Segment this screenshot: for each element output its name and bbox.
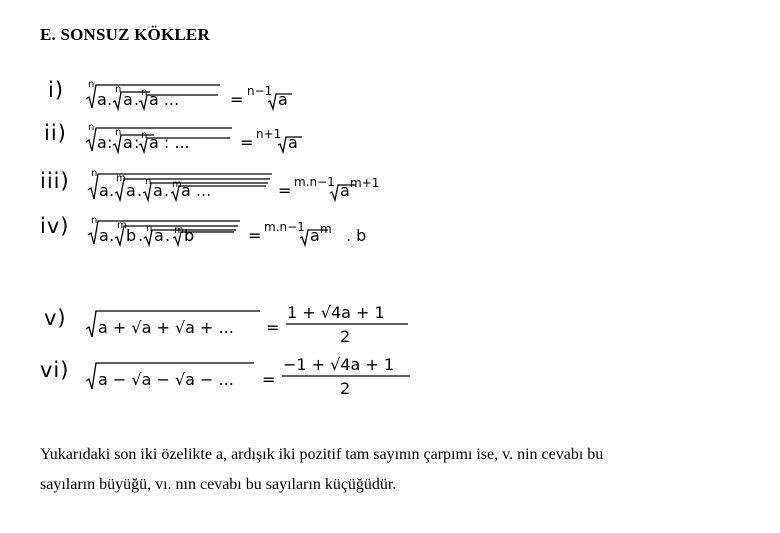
item-label: vi) bbox=[40, 358, 70, 382]
svg-text:n: n bbox=[146, 223, 153, 234]
svg-text:n: n bbox=[91, 168, 98, 179]
svg-text:a ...: a ... bbox=[149, 90, 180, 109]
svg-text:=: = bbox=[248, 226, 262, 245]
item-label: ii) bbox=[44, 121, 67, 145]
svg-text:a: a bbox=[288, 133, 298, 152]
formula-4 bbox=[0, 208, 780, 252]
svg-text:a: a bbox=[123, 90, 133, 109]
svg-text:2: 2 bbox=[340, 379, 351, 398]
svg-text:m+1: m+1 bbox=[350, 176, 380, 190]
formula-1 bbox=[0, 72, 780, 116]
svg-text:n+1: n+1 bbox=[256, 127, 282, 141]
svg-text:.: . bbox=[107, 90, 113, 109]
svg-text:−1 + √4a + 1: −1 + √4a + 1 bbox=[283, 355, 395, 374]
svg-text:a ...: a ... bbox=[181, 181, 212, 200]
svg-text:=: = bbox=[266, 318, 280, 337]
formula-row-4 bbox=[0, 208, 780, 252]
formula-row-5 bbox=[0, 300, 780, 344]
item-label: iv) bbox=[40, 214, 70, 238]
svg-text:=: = bbox=[278, 181, 292, 200]
svg-text:n−1: n−1 bbox=[247, 84, 273, 98]
svg-text:a : ...: a : ... bbox=[149, 133, 190, 152]
item-label: v) bbox=[44, 306, 67, 330]
svg-text:=: = bbox=[240, 133, 254, 152]
svg-text:a: a bbox=[340, 181, 350, 200]
svg-text:a: a bbox=[153, 181, 163, 200]
formula-row-6 bbox=[0, 352, 780, 396]
svg-text:.: . bbox=[164, 181, 170, 200]
svg-text:n: n bbox=[141, 87, 148, 98]
svg-text:n: n bbox=[91, 215, 98, 226]
svg-text:n: n bbox=[88, 122, 95, 133]
svg-text:a: a bbox=[97, 90, 107, 109]
svg-text:a: a bbox=[154, 226, 164, 245]
svg-text:. b: . b bbox=[346, 226, 367, 245]
svg-text:m.n−1: m.n−1 bbox=[294, 175, 335, 189]
svg-text:m: m bbox=[117, 220, 127, 231]
svg-text:a: a bbox=[126, 181, 136, 200]
svg-text:.: . bbox=[137, 181, 143, 200]
formula-6 bbox=[0, 352, 780, 396]
svg-text:=: = bbox=[230, 90, 244, 109]
svg-text::: : bbox=[134, 133, 140, 152]
svg-text:a + √a + √a + ...: a + √a + √a + ... bbox=[98, 318, 234, 337]
svg-text:n: n bbox=[115, 84, 122, 95]
svg-text:m: m bbox=[172, 179, 182, 190]
svg-text:b: b bbox=[184, 226, 195, 245]
svg-text:a: a bbox=[123, 133, 133, 152]
formula-5 bbox=[0, 300, 780, 344]
formula-row-1 bbox=[0, 72, 780, 116]
formula-3 bbox=[0, 163, 780, 207]
paragraph-line: Yukarıdaki son iki özelikte a, ardışık iki pozitif tam sayının çarpımı ise, v. nin cevabı bu bbox=[40, 446, 604, 463]
svg-text:a: a bbox=[97, 133, 107, 152]
svg-text:n: n bbox=[88, 79, 95, 90]
svg-text:2: 2 bbox=[340, 327, 351, 346]
formula-2 bbox=[0, 115, 780, 159]
formula-row-2 bbox=[0, 115, 780, 159]
svg-text:a: a bbox=[310, 226, 320, 245]
formula-row-3 bbox=[0, 163, 780, 207]
svg-text:b: b bbox=[126, 226, 137, 245]
paragraph-line: sayıların büyüğü, vı. nın cevabı bu sayıların küçüğüdür. bbox=[40, 476, 397, 493]
svg-text:.: . bbox=[138, 226, 144, 245]
svg-text:.: . bbox=[109, 226, 115, 245]
svg-text:n: n bbox=[141, 130, 148, 141]
svg-text:.: . bbox=[109, 181, 115, 200]
svg-text:.: . bbox=[165, 226, 171, 245]
section-title: E. SONSUZ KÖKLER bbox=[40, 25, 210, 44]
svg-text:m: m bbox=[174, 225, 184, 236]
explanation-paragraph bbox=[40, 440, 760, 500]
svg-text:1 + √4a + 1: 1 + √4a + 1 bbox=[287, 303, 385, 322]
svg-text:.: . bbox=[134, 90, 140, 109]
svg-text:a: a bbox=[99, 181, 109, 200]
svg-text:a: a bbox=[99, 226, 109, 245]
svg-text:n: n bbox=[115, 127, 122, 138]
svg-text:m.n−1: m.n−1 bbox=[264, 220, 305, 234]
svg-text::: : bbox=[107, 133, 113, 152]
item-label: i) bbox=[48, 78, 65, 102]
svg-text:a: a bbox=[278, 90, 288, 109]
svg-text:m: m bbox=[320, 222, 332, 236]
svg-text:n: n bbox=[145, 176, 152, 187]
svg-text:a − √a − √a − ...: a − √a − √a − ... bbox=[98, 370, 234, 389]
svg-text:=: = bbox=[262, 370, 276, 389]
svg-text:m: m bbox=[116, 173, 126, 184]
item-label: iii) bbox=[40, 169, 70, 193]
